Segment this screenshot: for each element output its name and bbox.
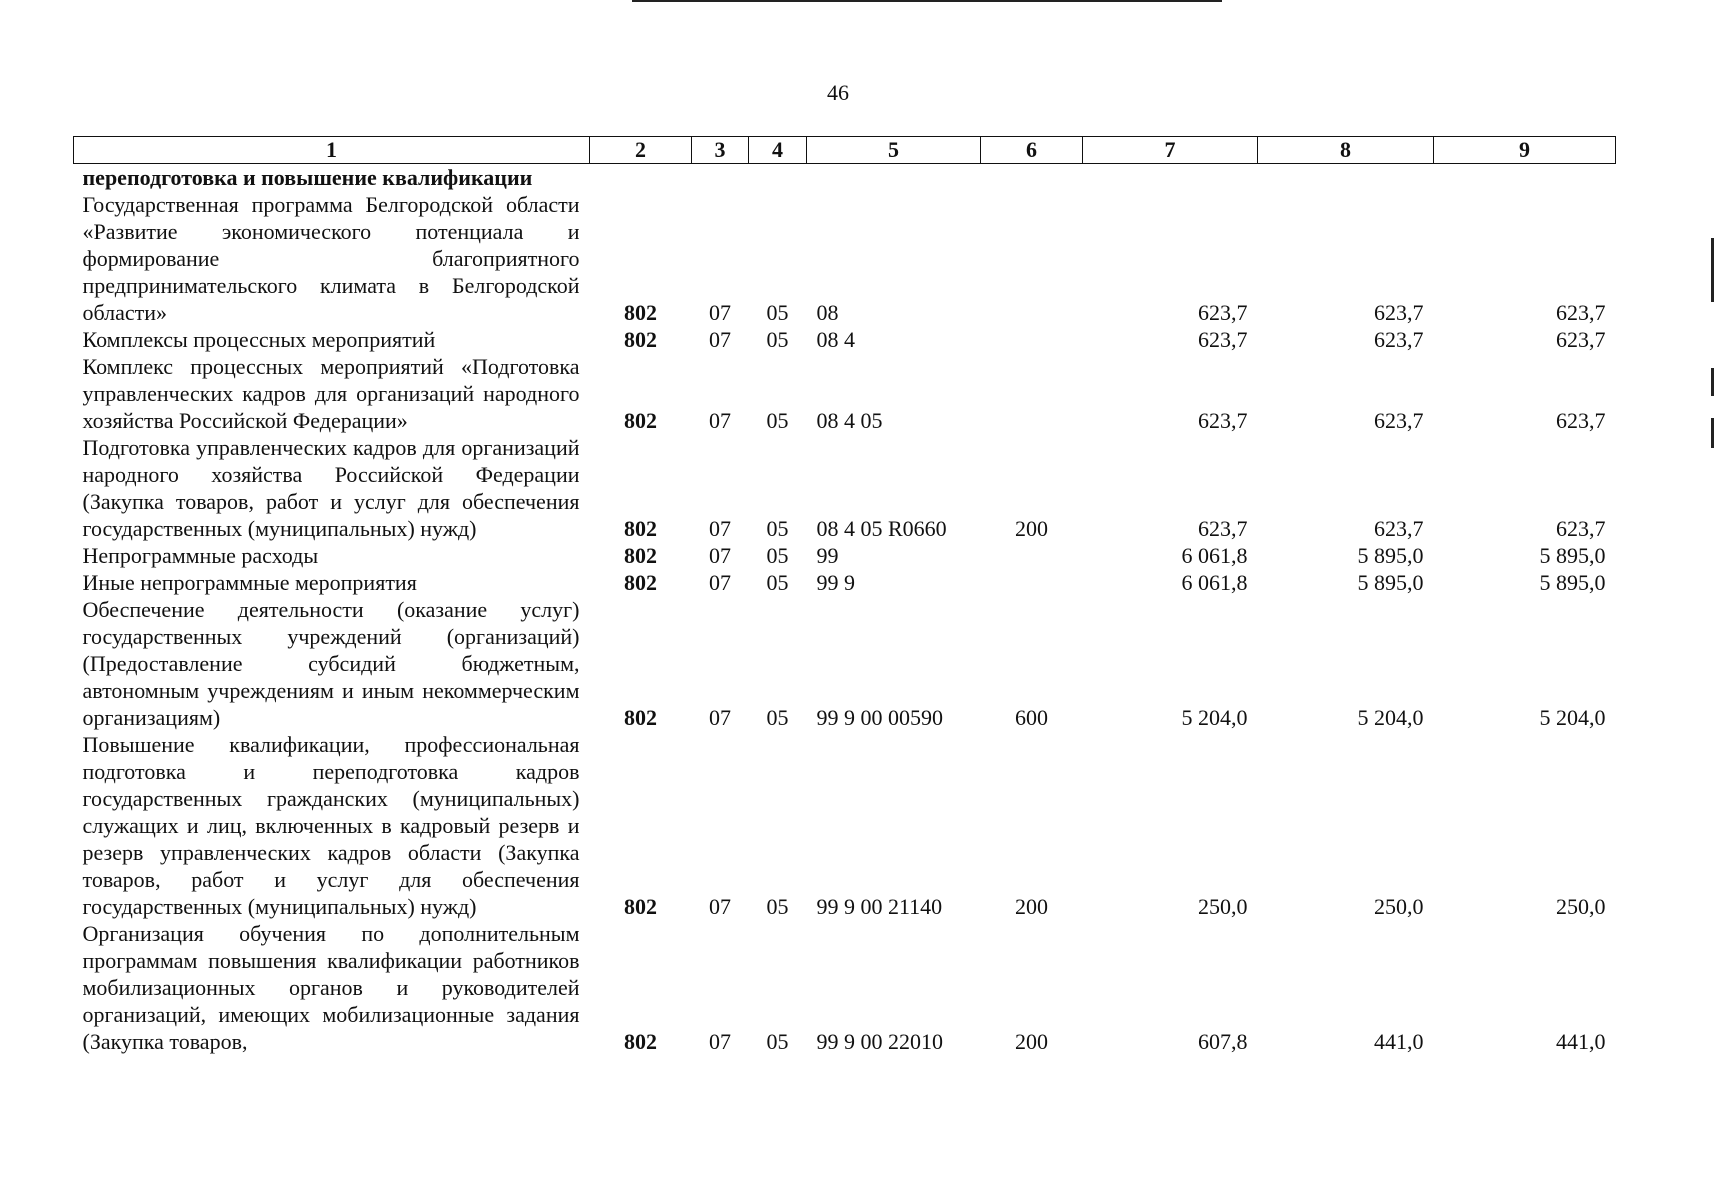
amount-col-9: 623,7 — [1556, 300, 1606, 325]
expense-type-code — [981, 191, 1083, 326]
amount-col-9: 623,7 — [1556, 516, 1606, 541]
target-article-code: 08 4 05 — [816, 408, 883, 433]
amount-col-7: 607,8 — [1198, 1029, 1248, 1054]
amount-col-8: 623,7 — [1374, 408, 1424, 433]
table-row — [74, 542, 1616, 569]
expense-type-code — [981, 542, 1083, 569]
amount-col-7 — [1083, 164, 1258, 192]
expense-type-code — [981, 353, 1083, 434]
section-code: 07 — [709, 327, 731, 352]
table-row — [74, 191, 1616, 326]
grbs-code: 802 — [624, 327, 657, 352]
grbs-code: 802 — [624, 894, 657, 919]
header-cell: 5 — [807, 137, 981, 164]
amount-col-8: 623,7 — [1374, 300, 1424, 325]
table-row — [74, 326, 1616, 353]
amount-col-9: 5 895,0 — [1539, 543, 1606, 568]
table-row — [74, 353, 1616, 434]
section-code: 07 — [709, 1029, 731, 1054]
subsection-code — [749, 164, 807, 192]
section-code: 07 — [709, 543, 731, 568]
section-code — [692, 164, 749, 192]
section-code: 07 — [709, 570, 731, 595]
subsection-code: 05 — [766, 327, 789, 352]
page-number: 46 — [827, 80, 849, 105]
grbs-code: 802 — [624, 408, 657, 433]
amount-col-8: 5 895,0 — [1357, 570, 1424, 595]
amount-col-7: 6 061,8 — [1181, 543, 1248, 568]
subsection-code: 05 — [766, 543, 789, 568]
amount-col-9: 623,7 — [1556, 327, 1606, 352]
expense-name: Иные непрограммные мероприятия — [82, 570, 417, 595]
table-row — [74, 920, 1616, 1055]
target-article-code: 08 — [816, 300, 839, 325]
amount-col-7: 250,0 — [1198, 894, 1248, 919]
expense-type-code: 200 — [1015, 1029, 1048, 1054]
amount-col-8: 623,7 — [1374, 516, 1424, 541]
target-article-code: 99 9 — [816, 570, 855, 595]
grbs-code — [590, 164, 692, 192]
target-article-code: 99 9 00 22010 — [816, 1029, 943, 1054]
amount-col-7: 6 061,8 — [1181, 570, 1248, 595]
amount-col-9: 250,0 — [1556, 894, 1606, 919]
subsection-code: 05 — [766, 1029, 789, 1054]
grbs-code: 802 — [624, 570, 657, 595]
subsection-code: 05 — [766, 705, 789, 730]
subsection-code: 05 — [766, 408, 789, 433]
amount-col-9: 441,0 — [1556, 1029, 1606, 1054]
expense-name: Непрограммные расходы — [82, 543, 319, 568]
table-row — [74, 731, 1616, 920]
expense-name: Организация обучения по дополнительным программам повышения квалификации работников мобилизационных органов и руководителей организаций, имеющих мобилизационные задания (Закупка товаров, — [82, 921, 580, 1054]
target-article-code: 99 — [816, 543, 839, 568]
grbs-code: 802 — [624, 1029, 657, 1054]
expense-type-code: 200 — [1015, 894, 1048, 919]
amount-col-8 — [1258, 164, 1434, 192]
target-article-code — [807, 164, 981, 192]
table-row — [74, 596, 1616, 731]
grbs-code: 802 — [624, 516, 657, 541]
amount-col-7: 5 204,0 — [1181, 705, 1248, 730]
expense-name: Обеспечение деятельности (оказание услуг) государственных учреждений (организаций) (Предоставление субсидий бюджетным, автономным учреждениям и иным некоммерческим организациям) — [82, 597, 580, 730]
section-code: 07 — [709, 408, 731, 433]
top-scan-rule — [632, 0, 1222, 2]
grbs-code: 802 — [624, 543, 657, 568]
table-row — [74, 164, 1616, 192]
amount-col-9: 5 895,0 — [1539, 570, 1606, 595]
expense-name: Комплексы процессных мероприятий — [82, 327, 436, 352]
amount-col-7: 623,7 — [1198, 327, 1248, 352]
subsection-code: 05 — [766, 516, 789, 541]
target-article-code: 08 4 05 R0660 — [816, 516, 947, 541]
amount-col-9: 623,7 — [1556, 408, 1606, 433]
amount-col-7: 623,7 — [1198, 300, 1248, 325]
budget-table — [73, 136, 1616, 1055]
header-cell: 2 — [590, 137, 692, 164]
expense-name: переподготовка и повышение квалификации — [82, 165, 533, 190]
expense-type-code — [981, 569, 1083, 596]
header-cell: 1 — [74, 137, 590, 164]
amount-col-8: 5 204,0 — [1357, 705, 1424, 730]
target-article-code: 99 9 00 21140 — [816, 894, 943, 919]
amount-col-8: 441,0 — [1374, 1029, 1424, 1054]
expense-name: Повышение квалификации, профессиональная подготовка и переподготовка кадров государственных гражданских (муниципальных) служащих и лиц, включенных в кадровый резерв и резерв управленческих кадров области (Закупка товаров, работ и услуг для обеспечения государственных (муниципальных) нужд) — [82, 732, 580, 919]
expense-type-code — [981, 326, 1083, 353]
subsection-code: 05 — [766, 894, 789, 919]
table-row — [74, 434, 1616, 542]
expense-name: Комплекс процессных мероприятий «Подготовка управленческих кадров для организаций народного хозяйства Российской Федерации» — [82, 354, 580, 433]
header-cell: 6 — [981, 137, 1083, 164]
section-code: 07 — [709, 300, 731, 325]
header-cell: 7 — [1083, 137, 1258, 164]
target-article-code: 99 9 00 00590 — [816, 705, 943, 730]
header-cell: 9 — [1434, 137, 1616, 164]
section-code: 07 — [709, 705, 731, 730]
expense-type-code — [981, 164, 1083, 192]
amount-col-8: 250,0 — [1374, 894, 1424, 919]
amount-col-9 — [1434, 164, 1616, 192]
subsection-code: 05 — [766, 570, 789, 595]
subsection-code: 05 — [766, 300, 789, 325]
header-cell: 4 — [749, 137, 807, 164]
header-cell: 8 — [1258, 137, 1434, 164]
table-row — [74, 569, 1616, 596]
amount-col-8: 5 895,0 — [1357, 543, 1424, 568]
expense-name: Государственная программа Белгородской области «Развитие экономического потенциала и формирование благоприятного предпринимательского климата в Белгородской области» — [82, 192, 580, 325]
grbs-code: 802 — [624, 300, 657, 325]
amount-col-7: 623,7 — [1198, 408, 1248, 433]
target-article-code: 08 4 — [816, 327, 855, 352]
expense-name: Подготовка управленческих кадров для организаций народного хозяйства Российской Федерации (Закупка товаров, работ и услуг для обеспечения государственных (муниципальных) нужд) — [82, 435, 580, 541]
section-code: 07 — [709, 894, 731, 919]
header-cell: 3 — [692, 137, 749, 164]
grbs-code: 802 — [624, 705, 657, 730]
amount-col-9: 5 204,0 — [1539, 705, 1606, 730]
table-header-row — [74, 137, 1616, 164]
amount-col-7: 623,7 — [1198, 516, 1248, 541]
expense-type-code: 200 — [1015, 516, 1048, 541]
section-code: 07 — [709, 516, 731, 541]
expense-type-code: 600 — [1015, 705, 1048, 730]
amount-col-8: 623,7 — [1374, 327, 1424, 352]
